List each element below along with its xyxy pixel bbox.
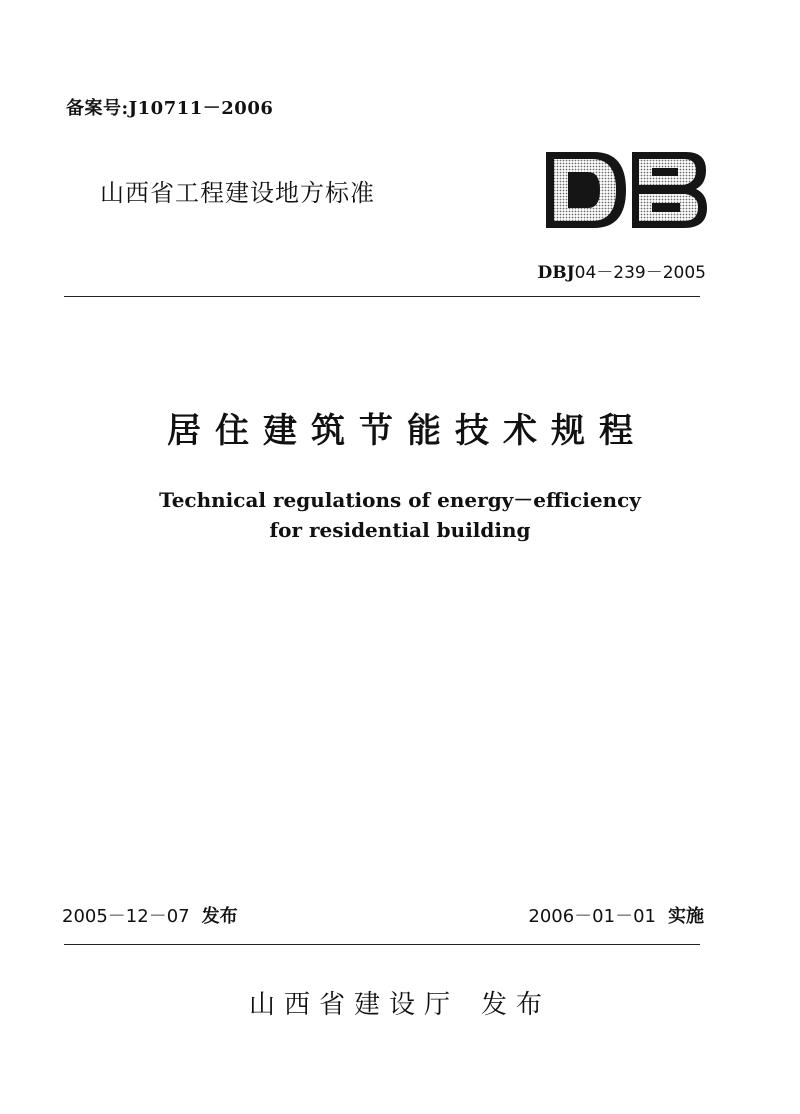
effective-label: 实施 xyxy=(668,906,704,927)
db-logo xyxy=(544,150,708,230)
publisher-action: 发布 xyxy=(481,990,552,1020)
document-title-chinese: 居住建筑节能技术规程 xyxy=(167,411,647,451)
publisher-organization: 山西省建设厅 xyxy=(248,990,459,1020)
filing-number: 备案号:J10711－2006 xyxy=(66,98,274,119)
effective-date: 2006－01－01 xyxy=(528,906,656,927)
standard-code xyxy=(516,258,706,283)
issue-date: 2005－12－07 xyxy=(62,906,190,927)
footer-divider xyxy=(64,944,700,945)
header-divider xyxy=(64,296,700,297)
issue-label: 发布 xyxy=(201,906,238,927)
standard-category: 山西省工程建设地方标准 xyxy=(100,179,375,207)
standard-code-prefix: DBJ xyxy=(537,263,575,283)
document-title-english-line1: Technical regulations of energy－efficiency xyxy=(159,488,641,512)
effective-date-block xyxy=(470,902,704,928)
publisher-line xyxy=(0,984,800,1021)
standard-code-number: 04－239－2005 xyxy=(574,263,706,283)
issue-date-block xyxy=(62,902,238,928)
document-title-english-line2: for residential building xyxy=(269,518,531,542)
